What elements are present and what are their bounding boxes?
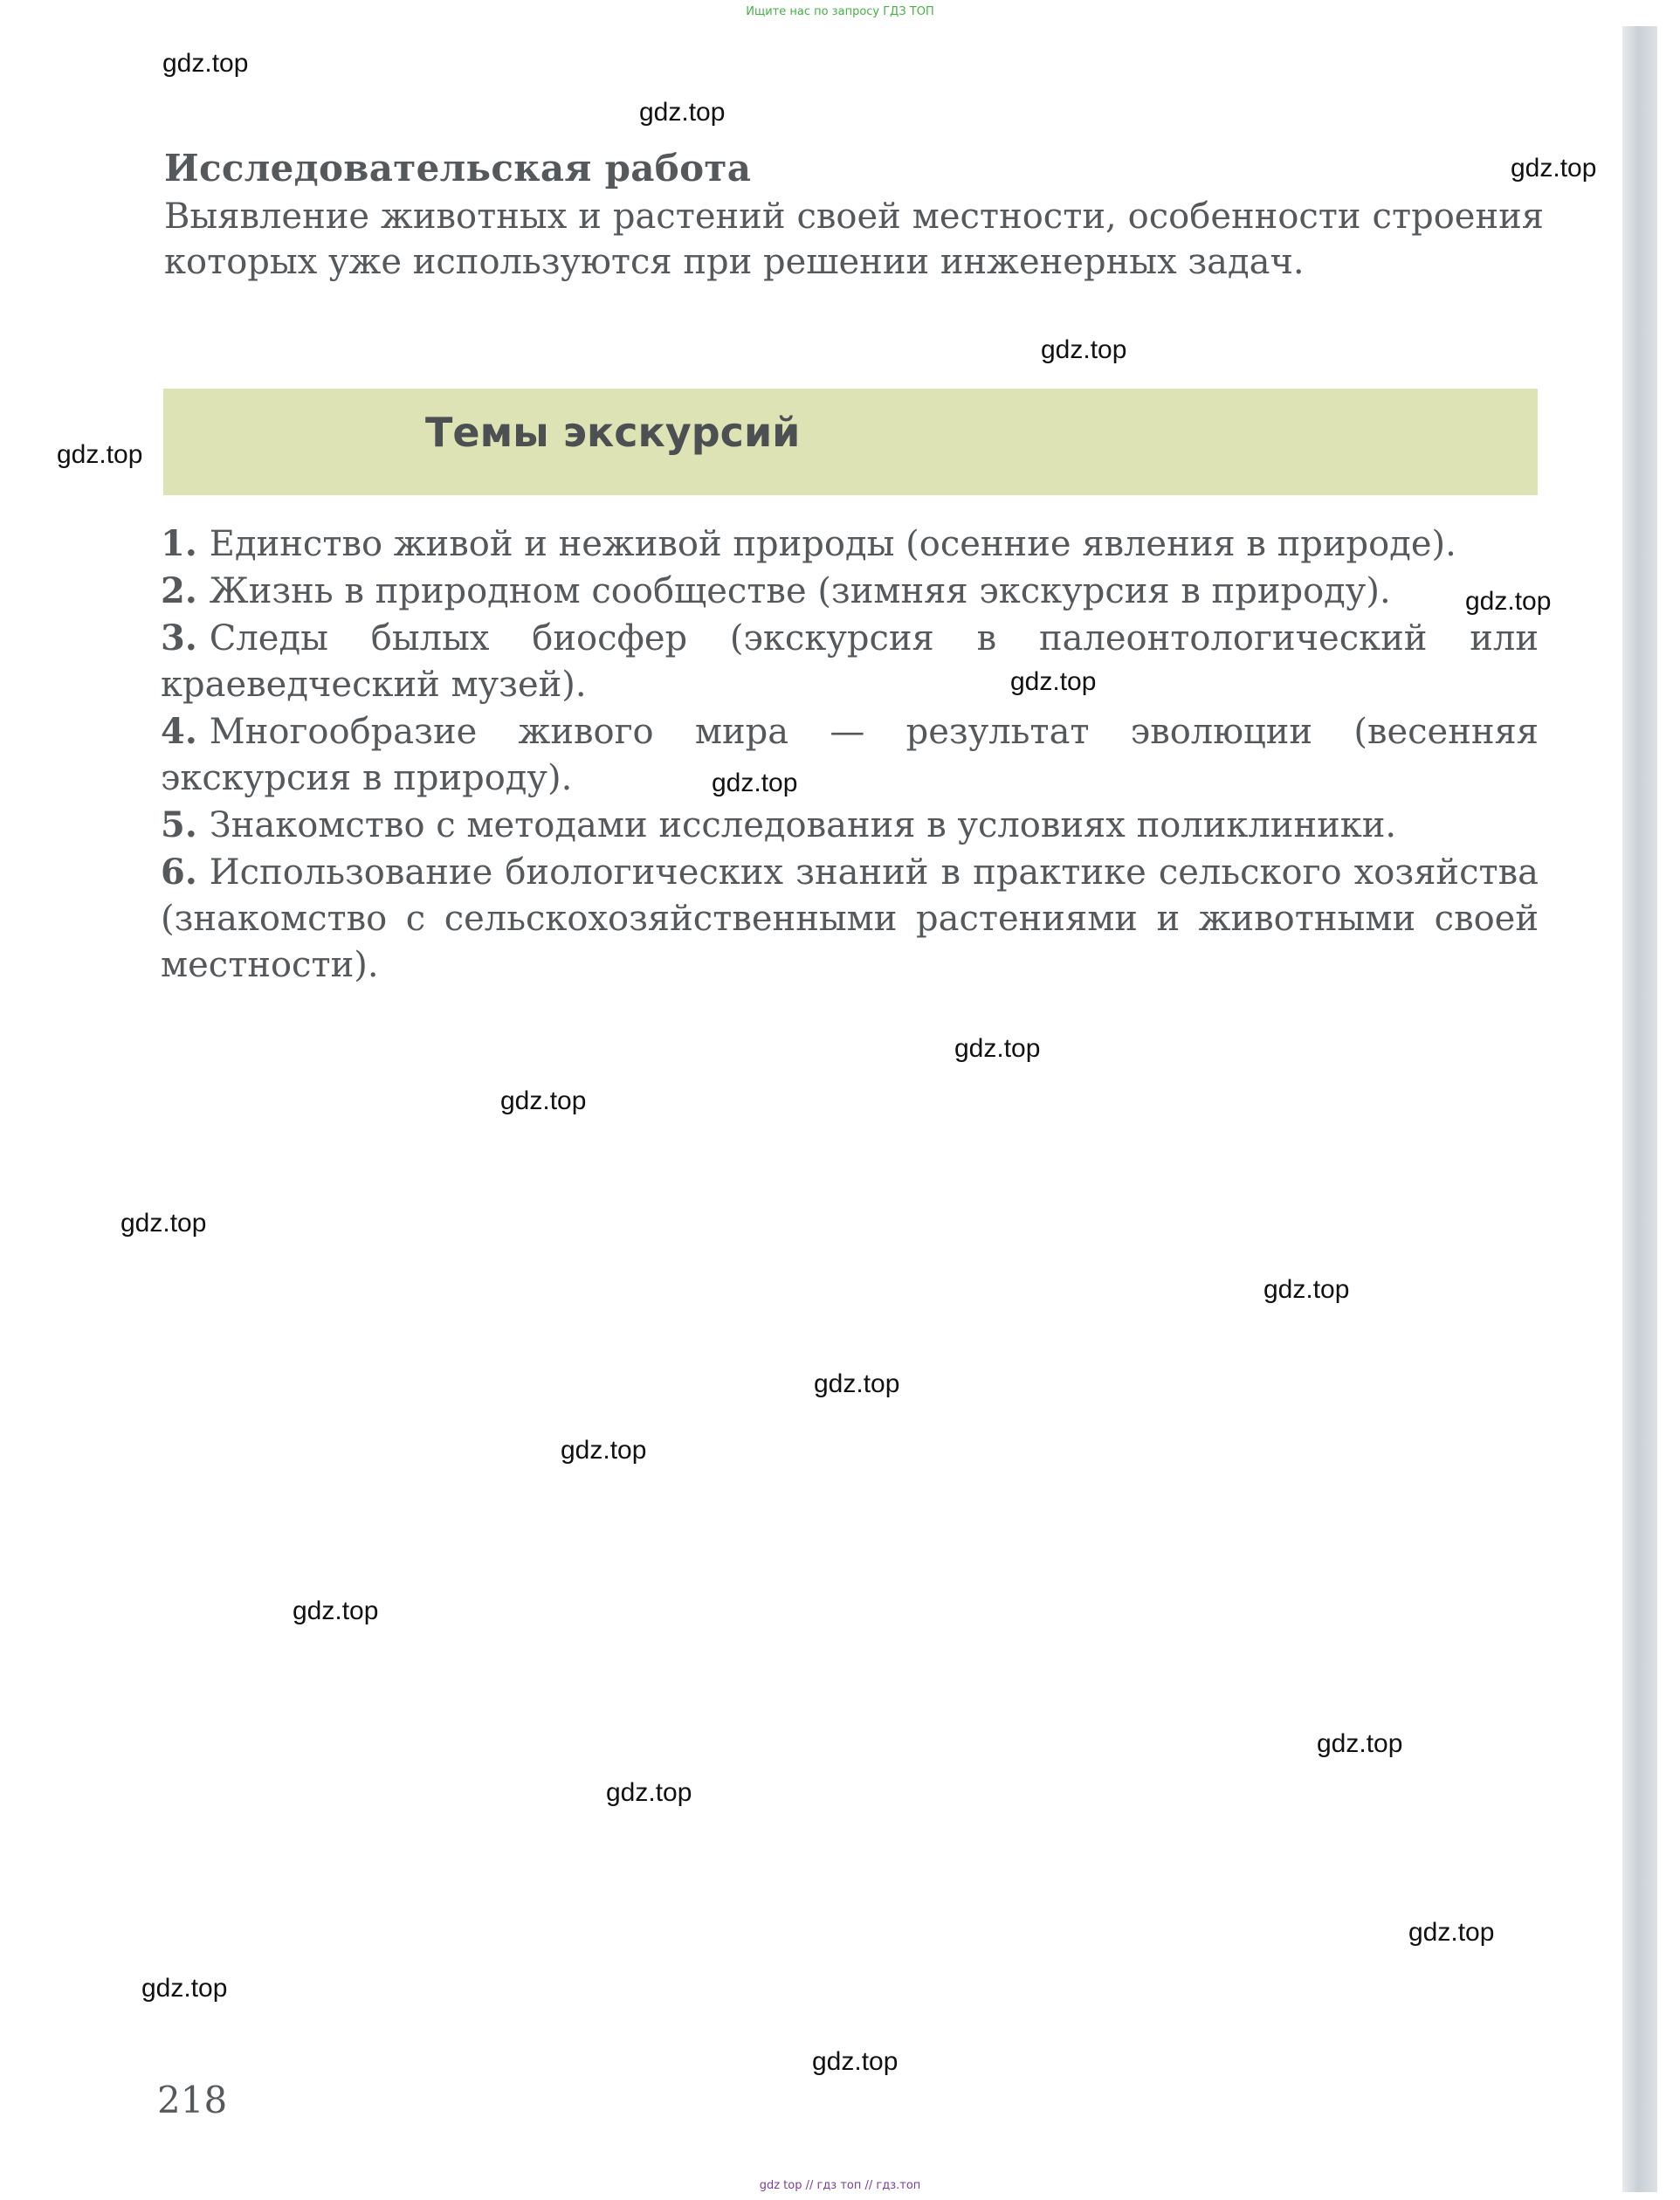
watermark: gdz.top — [500, 1086, 587, 1115]
item-text: Знакомство с методами исследования в условиях поликлиники. — [209, 805, 1397, 845]
watermark: gdz.top — [162, 49, 249, 78]
item-text: Использование биологических знаний в практике сельского хозяйства (знакомство с сельскохозяйственными растениями и животными своей местности). — [161, 852, 1539, 985]
watermark: gdz.top — [954, 1034, 1041, 1063]
watermark: gdz.top — [639, 98, 726, 127]
watermark: gdz.top — [812, 2047, 899, 2076]
watermark: gdz.top — [561, 1436, 647, 1465]
list-item — [161, 615, 1539, 708]
page-number: 218 — [157, 2079, 228, 2121]
item-number: 1. — [161, 523, 197, 564]
watermark: gdz.top — [1511, 154, 1597, 183]
list-item — [161, 802, 1539, 849]
bottom-banner: gdz top // гдз топ // гдз.топ — [759, 2179, 921, 2192]
watermark: gdz.top — [712, 769, 798, 797]
book-spine-shadow — [1622, 26, 1657, 2192]
watermark: gdz.top — [1317, 1729, 1403, 1758]
item-number: 3. — [161, 617, 197, 659]
item-text: Следы былых биосфер (экскурсия в палеонтологический или краеведческий музей). — [161, 618, 1539, 705]
watermark: gdz.top — [1408, 1918, 1495, 1947]
watermark: gdz.top — [1010, 667, 1097, 696]
watermark: gdz.top — [141, 1974, 228, 2003]
watermark: gdz.top — [814, 1369, 900, 1398]
research-text: Выявление животных и растений своей местности, особенности строения которых уже используются при решении инженерных задач. — [164, 197, 1544, 282]
watermark: gdz.top — [1041, 335, 1127, 364]
item-text: Многообразие живого мира — результат эволюции (весенняя экскурсия в природу). — [161, 712, 1539, 798]
item-number: 5. — [161, 804, 197, 845]
research-heading: Исследовательская работа — [164, 147, 752, 190]
watermark: gdz.top — [293, 1597, 379, 1625]
watermark: gdz.top — [57, 440, 143, 469]
list-item — [161, 708, 1539, 802]
item-number: 2. — [161, 570, 197, 611]
list-item — [161, 849, 1539, 989]
item-number: 6. — [161, 852, 197, 893]
watermark: gdz.top — [1465, 587, 1552, 616]
list-item — [161, 568, 1539, 615]
watermark: gdz.top — [1263, 1275, 1350, 1304]
excursions-title-band — [163, 389, 1538, 495]
top-banner: Ищите нас по запросу ГДЗ ТОП — [746, 5, 934, 18]
excursions-list — [161, 521, 1539, 989]
watermark: gdz.top — [606, 1778, 692, 1807]
watermark: gdz.top — [120, 1209, 207, 1238]
item-text: Единство живой и неживой природы (осенние явления в природе). — [209, 524, 1456, 564]
item-number: 4. — [161, 711, 197, 752]
list-item — [161, 521, 1539, 568]
item-text: Жизнь в природном сообществе (зимняя экскурсия в природу). — [209, 571, 1391, 611]
excursions-title: Темы экскурсий — [425, 409, 801, 456]
